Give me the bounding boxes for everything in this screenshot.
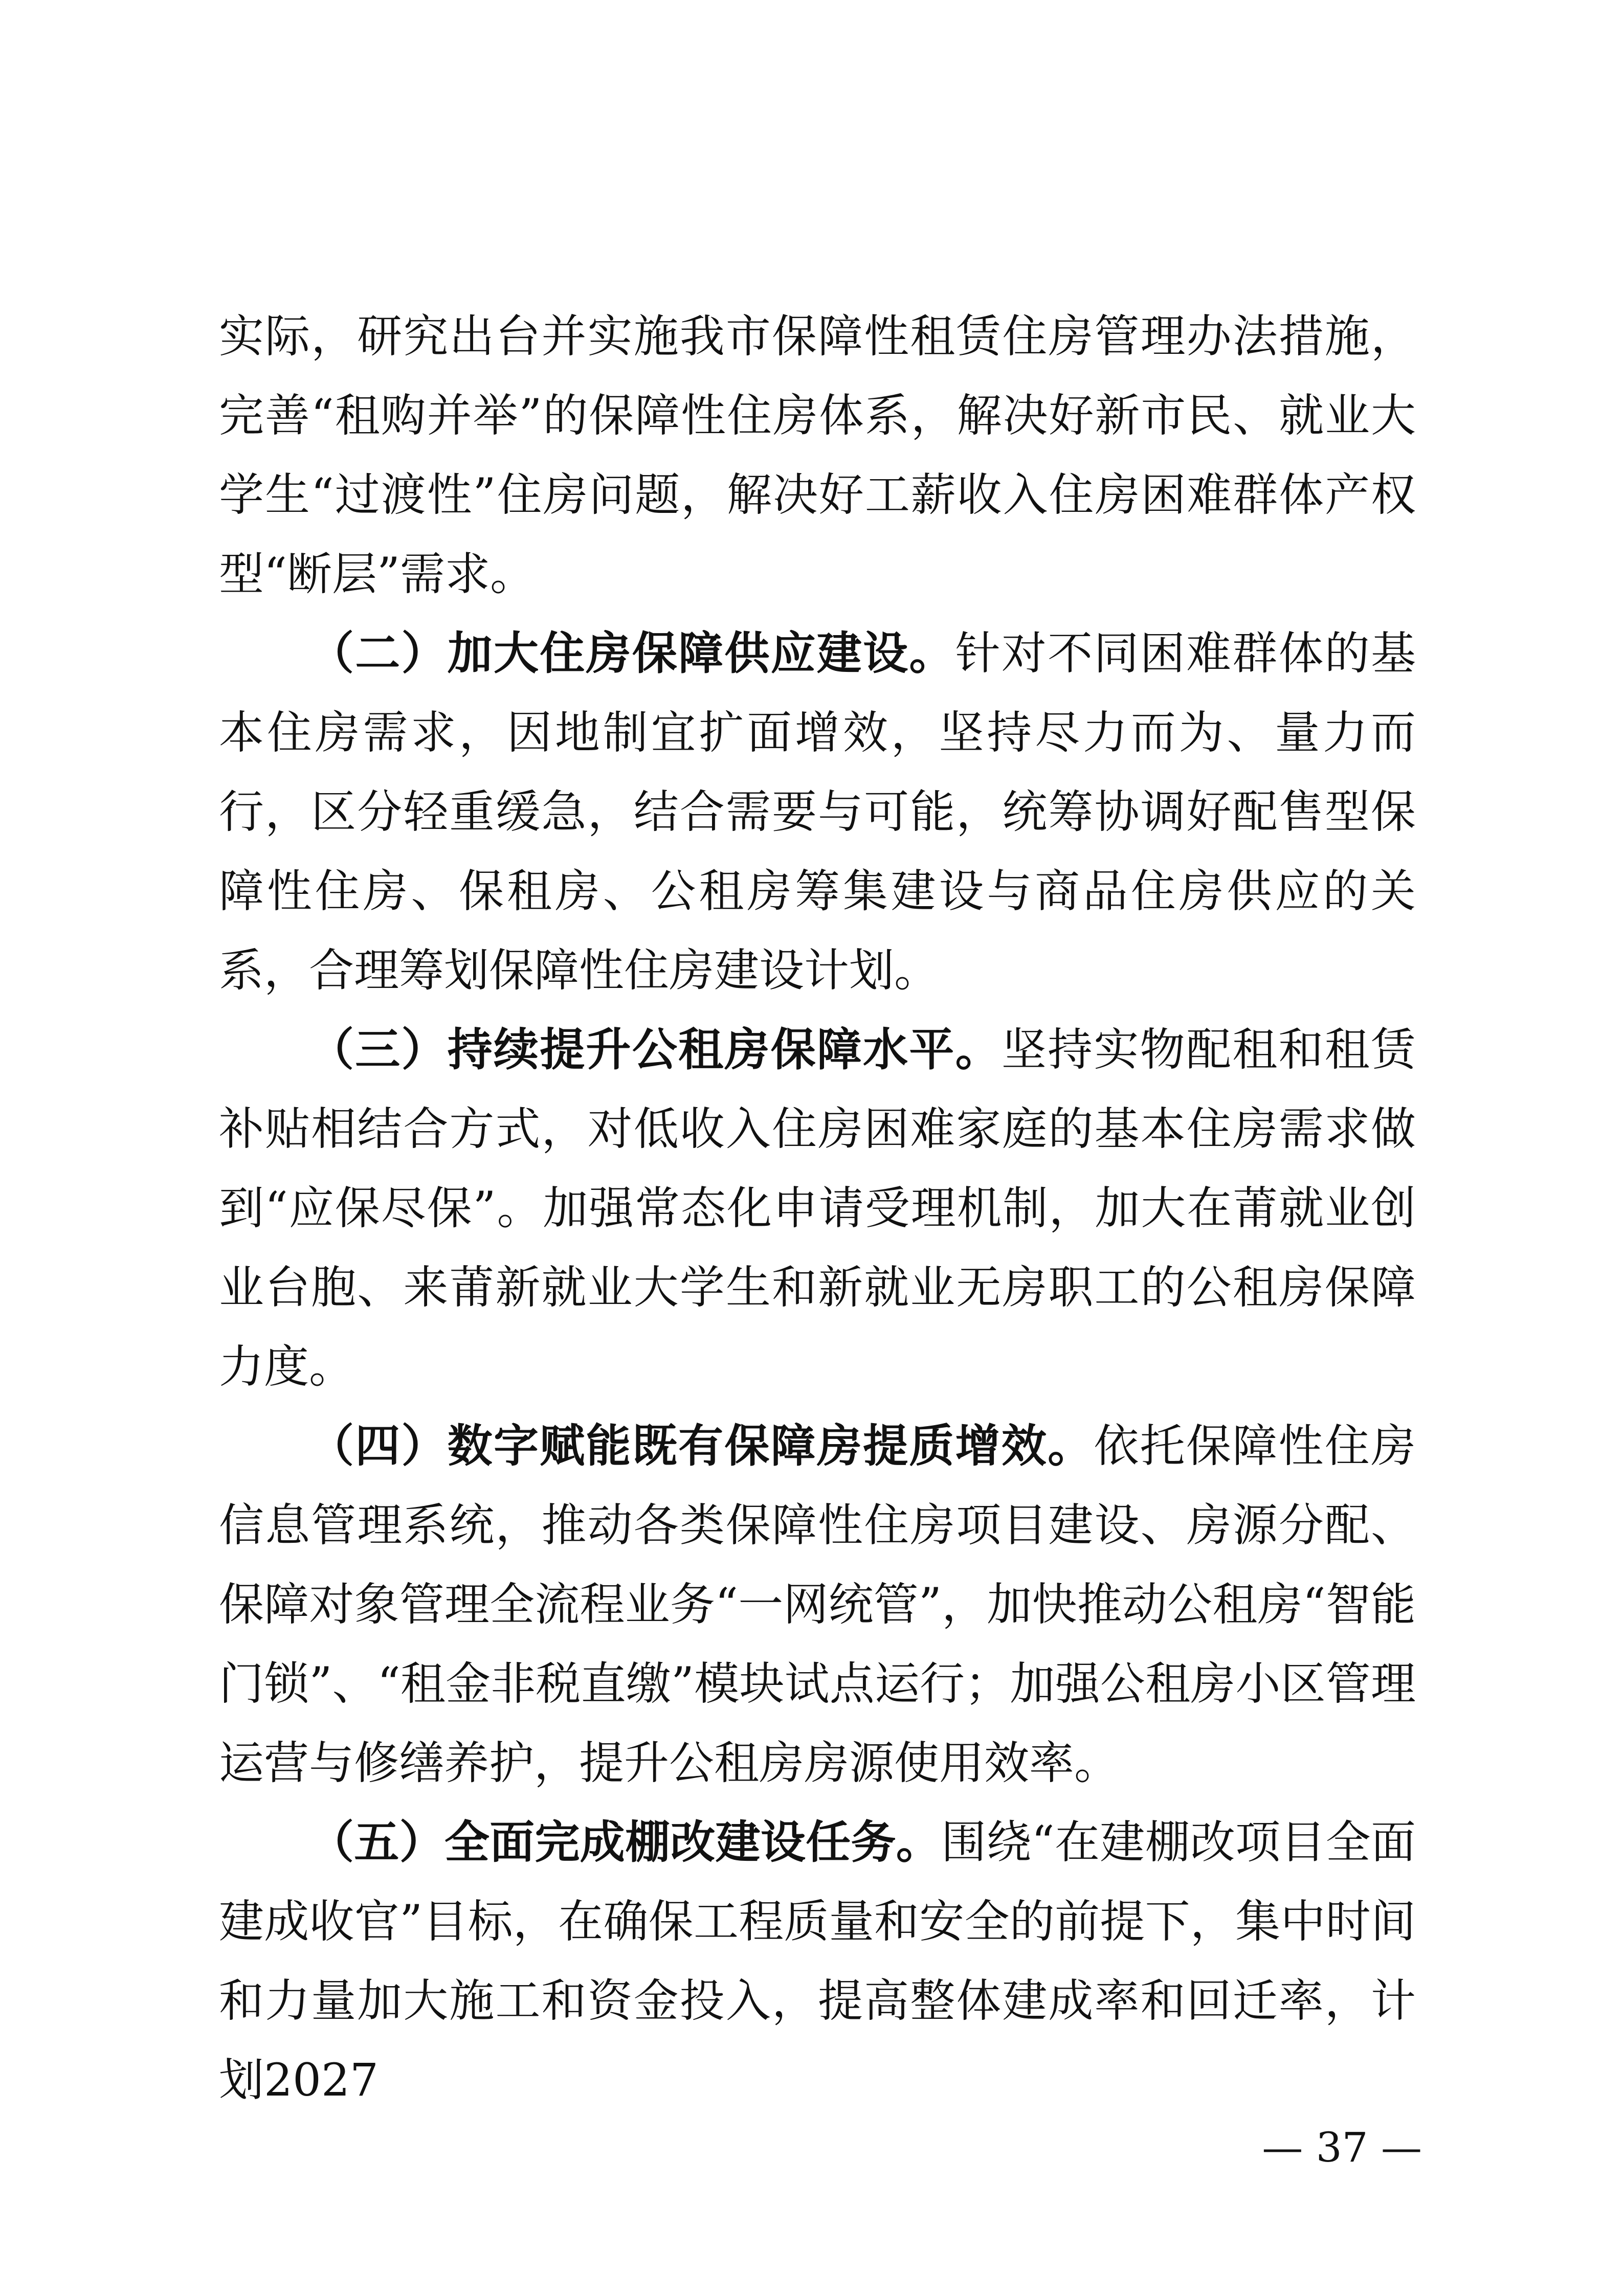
paragraph-text: 坚持实物配租和租赁补贴相结合方式，对低收入住房困难家庭的基本住房需求做到“应保尽保”。加强常态化申请受理机制，加大在莆就业创业台胞、来莆新就业大学生和新就业无房职工的公租房保障力度。: [219, 1023, 1416, 1393]
paragraph-text: 围绕“在建棚改项目全面建成收官”目标，在确保工程质量和安全的前提下，集中时间和力量加大施工和资金投入，提高整体建成率和回迁率，计划2027: [219, 1816, 1416, 2106]
paragraph-digital-empowerment: [219, 1406, 1416, 1803]
paragraph-text: 依托保障性住房信息管理系统，推动各类保障性住房项目建设、房源分配、保障对象管理全流程业务“一网统管”，加快推动公租房“智能门锁”、“租金非税直缴”模块试点运行；加强公租房小区管理运营与修缮养护，提升公租房房源使用效率。: [219, 1420, 1416, 1789]
section-heading: （四）数字赋能既有保障房提质增效。: [309, 1419, 1094, 1472]
paragraph-continuation: [219, 297, 1416, 614]
paragraph-supply-construction: [219, 614, 1416, 1010]
section-heading: （二）加大住房保障供应建设。: [309, 626, 955, 680]
document-body: [219, 297, 1416, 2120]
section-heading: （五）全面完成棚改建设任务。: [309, 1815, 942, 1869]
paragraph-text: 实际，研究出台并实施我市保障性租赁住房管理办法措施，完善“租购并举”的保障性住房体系，解决好新市民、就业大学生“过渡性”住房问题，解决好工薪收入住房困难群体产权型“断层”需求。: [219, 310, 1416, 600]
page-number: — 37 —: [1262, 2124, 1422, 2171]
paragraph-public-rental: [219, 1010, 1416, 1406]
paragraph-text: 针对不同困难群体的基本住房需求，因地制宜扩面增效，坚持尽力而为、量力而行，区分轻重缓急，结合需要与可能，统筹协调好配售型保障性住房、保租房、公租房筹集建设与商品住房供应的关系，合理筹划保障性住房建设计划。: [219, 627, 1416, 997]
section-heading: （三）持续提升公租房保障水平。: [309, 1023, 1002, 1076]
paragraph-shantytown-renovation: [219, 1803, 1416, 2120]
